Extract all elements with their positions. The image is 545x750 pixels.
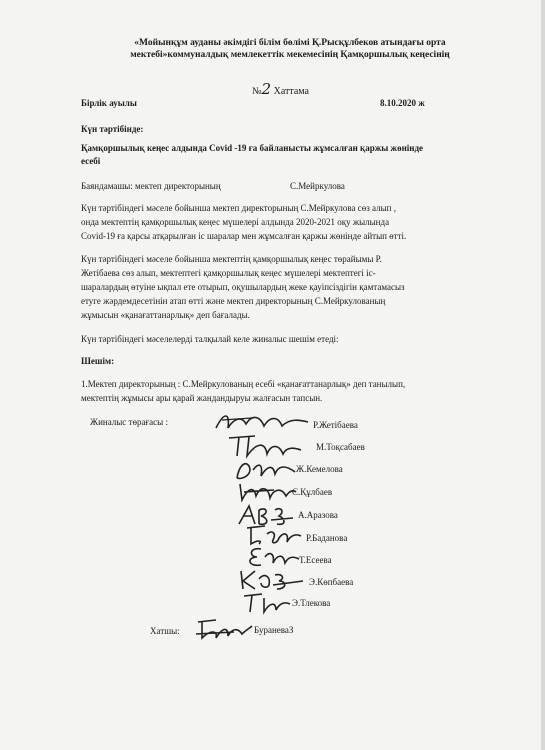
para1-line-1: Күн тәртібіндегі мәселе бойынша мектеп директорының С.Мейркулова сөз алып , (81, 203, 396, 213)
signatory-name: Р.Баданова (306, 533, 348, 543)
number-sign: № (252, 86, 262, 97)
signatory-name: Р.Жетібаева (313, 420, 358, 430)
speaker-label: Баяндамашы: мектеп директорының (81, 181, 221, 191)
decision-line-1: 1.Мектеп директорының : С.Мейркулованың есебі «қанағаттанарлық» деп танылып, (81, 379, 406, 389)
date: 8.10.2020 ж (380, 98, 425, 108)
agenda-heading: Күн тәртібінде: (81, 124, 144, 134)
handwritten-number: 2 (261, 80, 272, 98)
protocol-number (252, 80, 309, 98)
para2-line-1: Күн тәртібіндегі мәселе бойынша мектептің қамқоршылық кеңес төрайымы Р. (81, 254, 382, 264)
signatory-name: Т.Есеева (299, 555, 332, 565)
signatory-name: Э.Тлекова (292, 598, 331, 608)
protocol-word: Хаттама (273, 86, 309, 97)
signatory-name: М.Тоқсабаев (316, 442, 365, 452)
signatory-name: С.Құлбаев (292, 487, 333, 497)
agenda-item-line-1: Қамқоршылық кеңес алдында Covid -19 ға байланысты жұмсалған қаржы жөнінде (81, 143, 423, 153)
para1-line-2: онда мектептің қамқоршылық кеңес мүшелері алдында 2020-2021 оқу жылында (81, 217, 390, 227)
signatory-name: Ж.Кемелова (296, 464, 343, 474)
para2-line-5: жұмысын «қанағаттанарлық» деп бағалады. (81, 310, 250, 320)
signatory-name: А.Аразова (298, 510, 338, 520)
signatory-name: Э.Көпбаева (309, 577, 354, 587)
chair-label: Жиналыс төрағасы : (90, 417, 168, 427)
place: Бірлік ауылы (81, 98, 137, 108)
header-line-2: мектебі»коммуналдық мемлекеттік мекемесінің Қамқоршылық кеңесінің (130, 50, 450, 60)
para2-line-3: шаралардың өтуіне ықпал ете отырып, оқушылардың жеке қауіпсіздігін қамтамасыз (81, 282, 405, 292)
para2-line-4: етуге жәрдемдесетінін атап өтті және мектеп директорының С.Мейркулованың (81, 296, 386, 306)
decision-heading: Шешім: (81, 356, 115, 366)
decision-line-2: мектептің жұмысы ары қарай жандандыруы жалғасын тапсын. (81, 393, 323, 403)
speaker-name: С.Мейркулова (290, 181, 345, 191)
secretary-label: Хатшы: (150, 626, 180, 636)
secretary-name: БураневаЗ (254, 625, 294, 635)
para3: Күн тәртібіндегі мәселелерді талқылай келе жиналыс шешім етеді: (81, 334, 339, 344)
signature-tlekova (240, 588, 295, 616)
para2-line-2: Жетібаева сөз алып, мектептегі қамқоршылық кеңес мүшелері мектептегі іс- (81, 268, 376, 278)
header-line-1: «Мойынқұм ауданы әкімдігі білім бөлімі Қ.Рысқұлбеков атындағы орта (134, 38, 446, 48)
agenda-item-line-2: есебі (81, 156, 101, 166)
signature-secretary (194, 616, 254, 642)
para1-line-3: Covid-19 ға қарсы атқарылған іс шаралар мен жұмсалған қаржы жөнінде айтып өтті. (81, 231, 407, 241)
